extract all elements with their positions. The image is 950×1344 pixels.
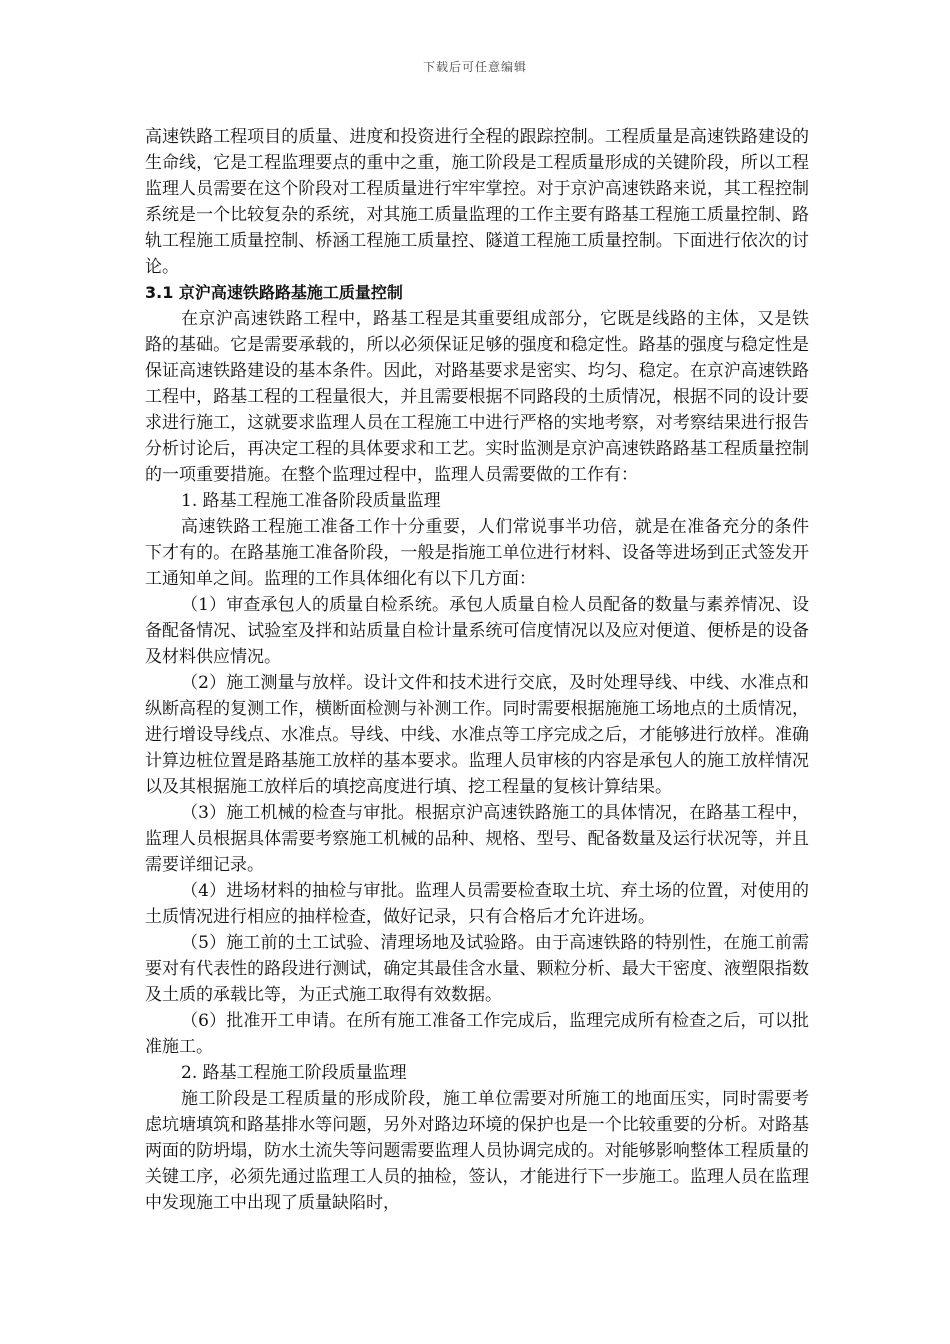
list-item: （4）进场材料的抽检与审批。监理人员需要检查取土坑、弃土场的位置，对使用的土质情况进行相应的抽样检查，做好记录，只有合格后才允许进场。 — [145, 881, 809, 927]
list-item: （5）施工前的土工试验、清理场地及试验路。由于高速铁路的特别性，在施工前需要对有代表性的路段进行测试，确定其最佳含水量、颗粒分析、最大干密度、液塑限指数及土质的承载比等，为正式施工取得有效数据。 — [145, 933, 809, 1005]
list-item: （6）批准开工申请。在所有施工准备工作完成后，监理完成所有检查之后，可以批准施工。 — [145, 1011, 809, 1057]
body-paragraph: 高速铁路工程施工准备工作十分重要，人们常说事半功倍，就是在准备充分的条件下才有的。在路基施工准备阶段，一般是指施工单位进行材料、设备等进场到正式签发开工通知单之间。监理的工作具体细化有以下几方面： — [145, 517, 809, 589]
body-paragraph: 施工阶段是工程质量的形成阶段，施工单位需要对所施工的地面压实，同时需要考虑坑塘填筑和路基排水等问题，另外对路边环境的保护也是一个比较重要的分析。对路基两面的防坍塌，防水土流失等问题需要监理人员协调完成的。对能够影响整体工程质量的关键工序，必须先通过监理工人员的抽检，签认，才能进行下一步施工。监理人员在监理中发现施工中出现了质量缺陷时， — [145, 1089, 809, 1213]
sub-heading: 1. 路基工程施工准备阶段质量监理 — [181, 491, 441, 511]
body-paragraph: 高速铁路工程项目的质量、进度和投资进行全程的跟踪控制。工程质量是高速铁路建设的生命线，它是工程监理要点的重中之重，施工阶段是工程质量形成的关键阶段，所以工程监理人员需要在这个阶段对工程质量进行牢牢掌控。对于京沪高速铁路来说，其工程控制系统是一个比较复杂的系统，对其施工质量监理的工作主要有路基工程施工质量控制、路轨工程施工质量控制、桥涵工程施工质量控、隧道工程施工质量控制。下面进行依次的讨论。 — [145, 127, 809, 277]
sub-heading: 2. 路基工程施工阶段质量监理 — [181, 1063, 407, 1083]
section-heading: 3.1 京沪高速铁路路基施工质量控制 — [145, 283, 403, 302]
page-header: 下载后可任意编辑 — [422, 60, 527, 74]
list-item: （3）施工机械的检查与审批。根据京沪高速铁路施工的具体情况，在路基工程中，监理人员根据具体需要考察施工机械的品种、规格、型号、配备数量及运行状况等，并且需要详细记录。 — [145, 803, 809, 875]
list-item: （2）施工测量与放样。设计文件和技术进行交底，及时处理导线、中线、水准点和纵断高程的复测工作，横断面检测与补测工作。同时需要根据施施工场地点的土质情况，进行增设导线点、水准点。导线、中线、水准点等工序完成之后，才能够进行放样。准确计算边桩位置是路基施工放样的基本要求。监理人员审核的内容是承包人的施工放样情况以及其根据施工放样后的填挖高度进行填、挖工程量的复核计算结果。 — [145, 673, 809, 797]
list-item: （1）审查承包人的质量自检系统。承包人质量自检人员配备的数量与素养情况、设备配备情况、试验室及拌和站质量自检计量系统可信度情况以及应对便道、便桥是的设备及材料供应情况。 — [145, 595, 809, 667]
body-paragraph: 在京沪高速铁路工程中，路基工程是其重要组成部分，它既是线路的主体，又是铁路的基础。它是需要承载的，所以必须保证足够的强度和稳定性。路基的强度与稳定性是保证高速铁路建设的基本条件。因此，对路基要求是密实、均匀、稳定。在京沪高速铁路工程中，路基工程的工程量很大，并且需要根据不同路段的土质情况，根据不同的设计要求进行施工，这就要求监理人员在工程施工中进行严格的实地考察，对考察结果进行报告分析讨论后，再决定工程的具体要求和工艺。实时监测是京沪高速铁路路基工程质量控制的一项重要措施。在整个监理过程中，监理人员需要做的工作有： — [145, 309, 809, 485]
document-body — [145, 124, 809, 1216]
